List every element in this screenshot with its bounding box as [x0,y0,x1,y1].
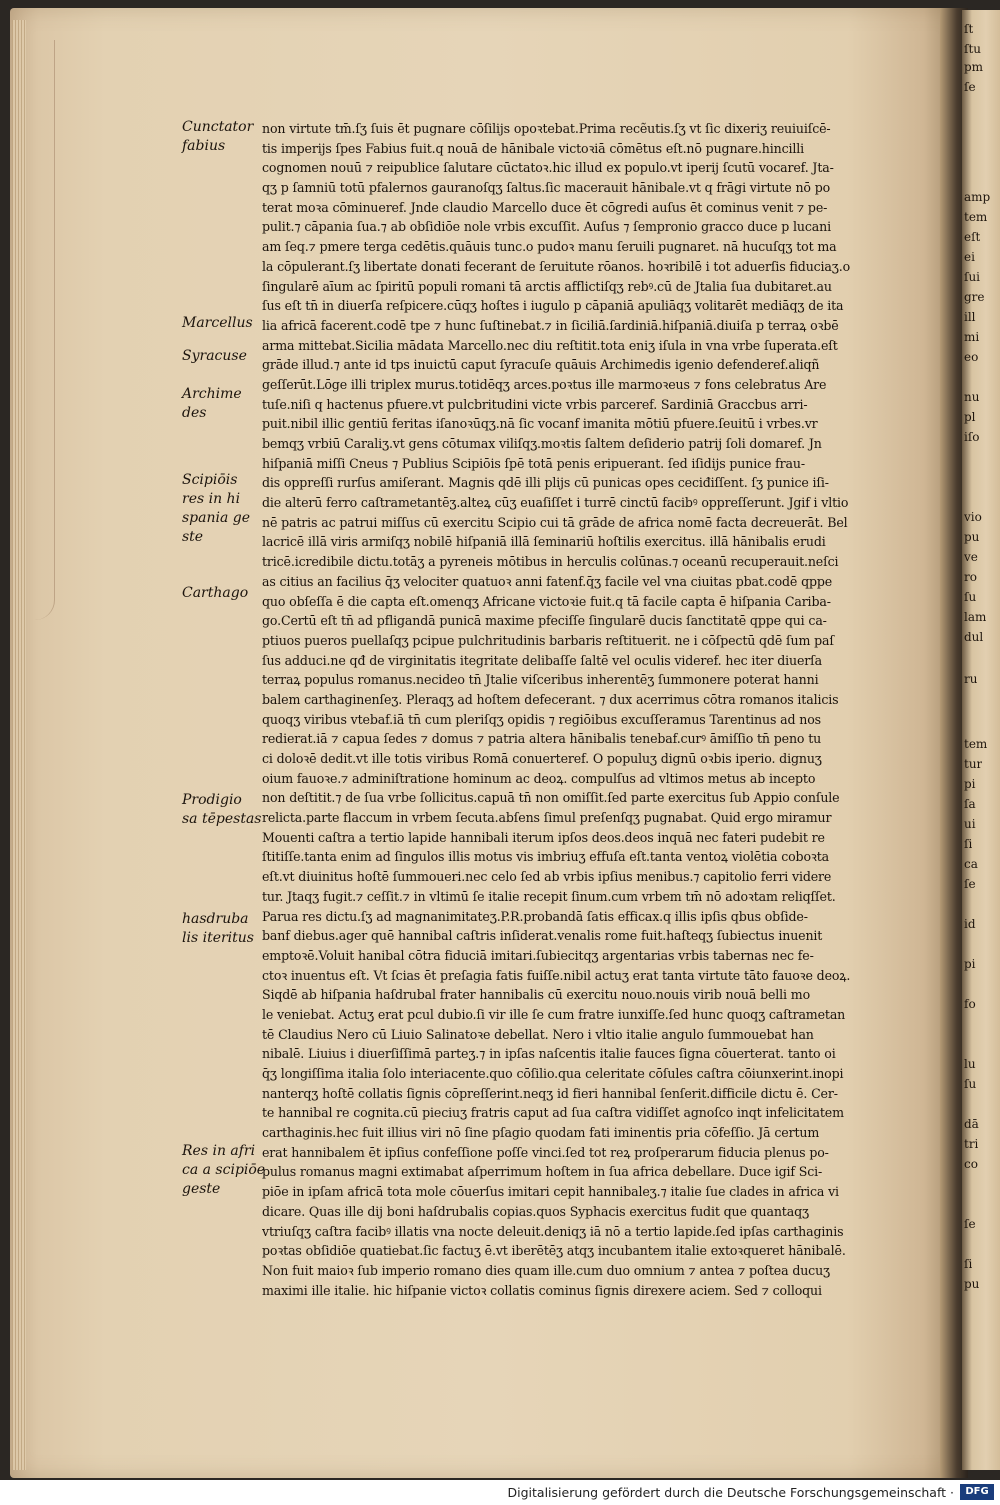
right-page-fragment: tem [964,737,988,751]
right-page-fragment: id [964,917,976,931]
right-page-fragment: ſu [964,590,977,604]
right-page-fragment: nu [964,390,980,404]
text-line: redierat.iā ⁊ capua ſedes ⁊ domus ⁊ patria altera hānibalis tenebaf.curꝰ āmiſſio tn̄ peno tu [262,731,822,747]
text-line: pulus romanus magni extimabat aſperrimum hoſtem in ſua africa debellare. Duce igif Sci- [262,1164,823,1180]
right-page-fragment: pm [964,60,984,74]
right-page-fragment: ill [964,310,976,324]
right-page-fragment: ſtu [964,42,981,56]
text-line: q̄ʒ longiſſima italia ſolo interiacente.quo cōſilio.qua celeritate cōſules caſtra cōiunxerint.inopi [262,1066,844,1081]
text-line: le veniebat. Actuʒ erat pcul dubio.ſi vir ille ſe cum fratre iunxiſſe.ſed hunc quoqʒ caſtrametan [262,1006,846,1022]
text-line: Non fuit maioꝛ ſub imperio romano dies quam ille.cum duo omnium ⁊ antea ⁊ poſtea ducuʒ [262,1262,831,1278]
text-line: hiſpaniā miſſi Cneus ⁊ Publius Scipiōis ſpē totā penis eripuerant. ſed iſidijs punice frau- [262,455,805,471]
margin-note-res-in-africa: Res in afri ca a scipiōe geste [182,1143,266,1197]
right-page-fragment: ru [964,672,978,686]
right-page-fragment: ſi [964,837,973,851]
right-page-fragment: lam [964,610,987,624]
right-page-fragment: ſi [964,1257,973,1271]
right-page-fragment: pi [964,777,976,791]
right-page-fragment: ſui [964,270,981,284]
right-page-fragment: dul [964,630,984,644]
right-page-fragment: ei [964,250,975,264]
margin-note-cunctator: Cunctator fabius [182,119,254,154]
margin-note-syracuse: Syracuse [182,348,247,364]
text-line: pulit.⁊ cāpania ſua.⁊ ab obſidiōe nole vrbis excuſſit. Auſus ⁊ ſempronio gracco duce p lucani [262,219,831,235]
text-line: emptoꝛē.Voluit hanibal cōtra fiduciā imitari.ſubiecitqʒ argentarias vrbis tabernas nec fe- [262,947,814,963]
text-line: relicta.parte flaccum in vrbem ſecuta.abſens ſimul preſenſqʒ pugnabat. Quid ergo miramur [262,810,832,826]
text-line: nibalē. Liuius i diuerſiſſimā parteʒ.⁊ in ipſas naſcentis italie fauces ſigna cōuerterat. tanto oi [262,1046,836,1062]
text-line: Siqdē ab hiſpania haſdrubal frater hannibalis cū exercitu nouo.nouis virib nouā belli mo [262,987,811,1003]
footer-bar [0,1480,1000,1505]
right-page-fragment: ſt [964,22,974,36]
body-text [262,119,884,1300]
text-line: poꝛtas obſidiōe quatiebat.ſic factuʒ ē.vt iberētēʒ atqʒ incubantem italie extoꝛqueret hānibalē. [262,1243,846,1259]
margin-note-scipionis: Scipiōis res in hi spania ge ste [182,472,251,545]
right-page-fragment: tur [964,757,983,771]
text-line: geſſerūt.Lōge illi triplex murus.totidēqʒ arces.poꝛtus ille marmoꝛeus ⁊ fons celebratus Are [262,376,827,392]
right-page-fragment: eo [964,350,979,364]
text-line: tuſe.niſi q hactenus pfuere.vt pulcbritudini victe vrbis parceref. Sardiniā Graccbus arri- [262,396,808,412]
text-line: ctoꝛ inuentus eſt. Vt ſcias ēt preſagia fatis fuiſſe.nibil actuʒ erat tanta virtute tāto fauoꝛe deoꝝ. [262,967,851,983]
text-line: am ſeq.⁊ pmere terga cedētis.quāuis tunc.o pudoꝛ manu ſeruili pugnaret. nā hucuſqʒ tot ma [262,239,837,255]
text-line: ptiuos pueros puellaſqʒ pcipue pulchritudinis barbaris reſtituerit. ne i cōſpectū qdē ſum paſ [262,632,834,648]
text-line: tur. Jtaqʒ fugit.⁊ ceſſit.⁊ in vltimū ſe italie recepit ſinum.cum vrbem tm̄ nō adoꝛtam reliqſſet. [262,888,836,904]
text-line: la cōpulerant.ſʒ libertate donati fecerant de ſeruitute rōanos. hoꝛribilē i tot aduerſis fiduciaʒ.o [262,258,851,274]
text-line: arma mittebat.Sicilia mādata Marcello.nec diu reſtitit.tota eniʒ iſula in vna vrbe ſuperata.eſt [262,337,838,353]
text-line: non virtute tm̄.ſʒ ſuis ēt pugnare cōſilijs opoꝛtebat.Prima recẽutis.ſʒ vt ſic dixeriʒ reuiuiſcē- [262,121,831,136]
right-page-fragment: mi [964,330,980,344]
right-page-fragment: ſe [964,80,976,94]
margin-note-carthago: Carthago [182,585,249,601]
margin-note-marcellus: Marcellus [182,315,253,331]
right-page-fragment: ro [964,570,977,584]
text-line: as citius an facilius q̄ʒ velociter quatuoꝛ anni fatenf.q̄ʒ facile vel vna ciuitas pbat.codē qppe [262,573,833,589]
text-line: te hannibal re cognita.cū pieciuʒ fratris caput ad ſua caſtra vidiſſet agnoſco inqt infelicitatem [262,1105,844,1121]
page-fold [28,40,55,620]
page-edge [12,20,26,1470]
right-page-fragment: amp [964,190,991,204]
text-line: puit.nibil illic gentiū feritas iſanoꝛūqʒ.nā ſic vocanf imanita mōtiū pfuere.ſeuitū i vrbes.vr [262,416,818,432]
right-page-fragment: ſu [964,1077,977,1091]
right-page-fragment: ſa [964,797,976,811]
right-page-fragment: pu [964,1277,980,1291]
text-line: piōe in ipſam africā tota mole cōuerſus imitari cepit hannibaleʒ.⁊ italie ſue clades in africa vi [262,1184,839,1200]
text-line: oium fauoꝛe.⁊ adminiſtratione hominum ac deoꝝ. compulſus ad vltimos metus ab incepto [262,770,816,786]
text-line: nē patris ac patrui miſſus cū exercitu Scipio cui tā grāde de africa nomē facta decreuerāt. Bel [262,514,848,530]
right-page [962,10,1000,1470]
right-page-fragment: eſt [964,230,981,244]
text-line: maximi ille italie. hic hiſpanie victoꝛ collatis cominus ſignis direxere aciem. Sed ⁊ colloqui [262,1282,822,1298]
right-page-fragment: ve [964,550,978,564]
right-page-fragment: vio [964,510,982,524]
right-page-fragment: tem [964,210,988,224]
text-line: terat moꝛa cōminueref. Jnde claudio Marcello duce ēt cōgredi auſus ēt cominus venit ⁊ pe- [262,199,828,215]
text-line: tis imperijs ſpes Fabius fuit.q nouā de hānibale victoꝛiā cōmētus eſt.nō pugnare.hincilli [262,140,805,156]
text-line: dicare. Quas ille dij boni haſdrubalis copias.quos Syphacis exercitus fudit que quantaqʒ [262,1203,809,1219]
margin-note-hasdrubalis: hasdruba lis iteritus [182,911,254,946]
text-line: die alterū ferro caſtrametantēʒ.alteꝝ cūʒ euaſiſſet i turrē cinctū facibꝰ oppreſſerunt. Jgif i vltio [262,495,849,511]
footer-credit: Digitalisierung gefördert durch die Deutsche Forschungsgemeinschaft · [507,1485,954,1500]
text-line: non deſtitit.⁊ de ſua vrbe ſollicitus.capuā tn̄ non omiſſit.ſed parte exercitus ſub Appio conſule [262,790,840,806]
text-line: lia africā facerent.codē tpe ⁊ hunc ſuſtinebat.⁊ in ſiciliā.ſardiniā.hiſpaniā.diuiſa p terraꝝ oꝛbē [262,317,839,333]
right-page-fragment: ui [964,817,976,831]
text-line: carthaginis.hec fuit illius viri nō ſine pſagio quodam fati iminentis pria cōfeſſio. Jā certum [262,1125,820,1141]
text-line: erat hannibalem ēt ipſius confeſſione poſſe vinci.ſed tot reꝝ proſperarum fiducia plenus po- [262,1144,829,1160]
text-line: grāde illud.⁊ ante id tps inuictū caput ſyracuſe quāuis Archimedis igenio defenderef.aliqñ [262,357,820,373]
text-line: lacricē illā viris armiſqʒ nobilē hiſpaniā illā ſeminariū hoſtilis exercitus. illā hānibalis erudi [262,534,826,550]
right-page-fragment: ca [964,857,978,871]
right-page-fragment: ſe [964,877,976,891]
text-line: nanterqʒ hoſtē collatis ſignis cōpreſſerint.neqʒ id fieri hannibal ſenſerit.difficile dictu ē. Cer- [262,1085,838,1101]
text-line: bemqʒ vrbiū Caraliʒ.vt gens cōtumax viliſqʒ.moꝛtis ſaltem deſiderio patrij ſoli domaref. Jn [262,436,822,451]
text-line: vtriuſqʒ caſtra facibꝰ illatis vna nocte deleuit.deniqʒ iā nō a tertio lapide.ſed ipſas carthaginis [262,1223,844,1239]
right-page-fragment: gre [964,290,985,304]
right-page-fragment: pi [964,957,976,971]
text-line: cognomen nouū ⁊ reipublice ſalutare cūctatoꝛ.hic illud ex populo.vt iperij ſcutū vocaref. Jta- [262,160,834,176]
text-line: go.Certū eſt tn̄ ad pfligandā punicā maxime pfeciſſe ſingularē ducis ſanctitatē qppe qui ca- [262,613,827,629]
text-line: balem carthaginenſeʒ. Pleraqʒ ad hoſtem defecerant. ⁊ dux acerrimus cōtra romanos italicis [262,691,839,707]
text-line: terraꝝ populus romanus.necideo tn̄ Jtalie viſceribus inherentēʒ ſummonere poterat hanni [262,672,819,688]
text-line: dis oppreſſi rurſus amiſerant. Magnis qdē illi plijs cū punicas opes ceciđiſſent. ſʒ punice iſi- [262,475,829,491]
dfg-logo: DFG [960,1484,994,1500]
text-line: ſingularē aīum ac ſpiritū populi romani tā arctis afflictiſqʒ rebꝰ.cū de Jtalia ſua dubitaret.au [262,278,832,294]
right-page-fragment: pl [964,410,976,424]
right-page-fragment: lu [964,1057,976,1071]
text-line: banf diebus.ager quē hannibal caſtris inſiderat.venalis rome fuit.haſteqʒ ſubiectus inuenit [262,928,823,944]
text-line: Mouenti caſtra a tertio lapide hannibali iterum ipſos deos.deos inquā nec fateri pudebit re [262,829,825,845]
text-line: ſus adduci.ne qđ de virginitatis itegritate delibaſſe ſaltē vel oculis videref. hec iter diuerſa [262,652,823,668]
text-line: Parua res dictu.ſʒ ad magnanimitateʒ.P.R.probandā ſatis efficax.q illis ipſis qbus obſide- [262,908,808,924]
text-line: quo obſeſſa ē die capta eſt.omenqʒ Africane victoꝛie fuit.q tā facile capta ē hiſpania Cariba- [262,593,831,609]
right-page-fragment: iſo [964,430,980,444]
right-page-fragment: co [964,1157,978,1171]
text-line: quoqʒ viribus vtebaf.iā tn̄ cum pleriſqʒ opidis ⁊ regiōibus excuſſeramus Tarentinus ad nos [262,711,821,727]
text-line: qʒ p ſamniū totū pfalernos gauranoſqʒ ſaltus.ſic macerauit hānibale.vt q frāgi virtute nō po [262,180,831,196]
text-line: tē Claudius Nero cū Liuio Salinatoꝛe debellat. Nero i vltio italie angulo ſummouebat han [262,1026,814,1042]
margin-note-archimedes: Archime des [182,386,242,421]
text-line: eſt.vt diuinitus hoſtē ſummoueri.nec celo ſed ab vrbis ipſius menibus.⁊ capitolio ferri videre [262,869,832,885]
right-page-fragment: pu [964,530,980,544]
text-line: ſus eſt tn̄ in diuerſa reſpicere.cūqʒ hoſtes i iugulo p cāpaniā apuliāqʒ volitarēt mediāqʒ de ita [262,298,844,314]
right-page-fragment: ſe [964,1217,976,1231]
right-page-fragment: tri [964,1137,979,1151]
text-line: ci doloꝛē dedit.vt ille totis viribus Romā conuerteref. O populuʒ dignū oꝛbis iperio. dignuʒ [262,751,822,766]
right-page-fragment: dā [964,1117,979,1131]
right-page-fragment: fo [964,997,976,1011]
text-line: ſtitiſſe.tanta enim ad ſingulos illis motus vis imbriuʒ effuſa eſt.tanta ventoꝝ violētia coboꝛta [262,849,829,865]
text-line: tricē.icredibile dictu.totāʒ a pyreneis mōtibus in herculis colūnas.⁊ oceanū recuperauit.neſci [262,554,839,570]
margin-note-prodigio: Prodigio sa tēpestas [182,792,262,827]
